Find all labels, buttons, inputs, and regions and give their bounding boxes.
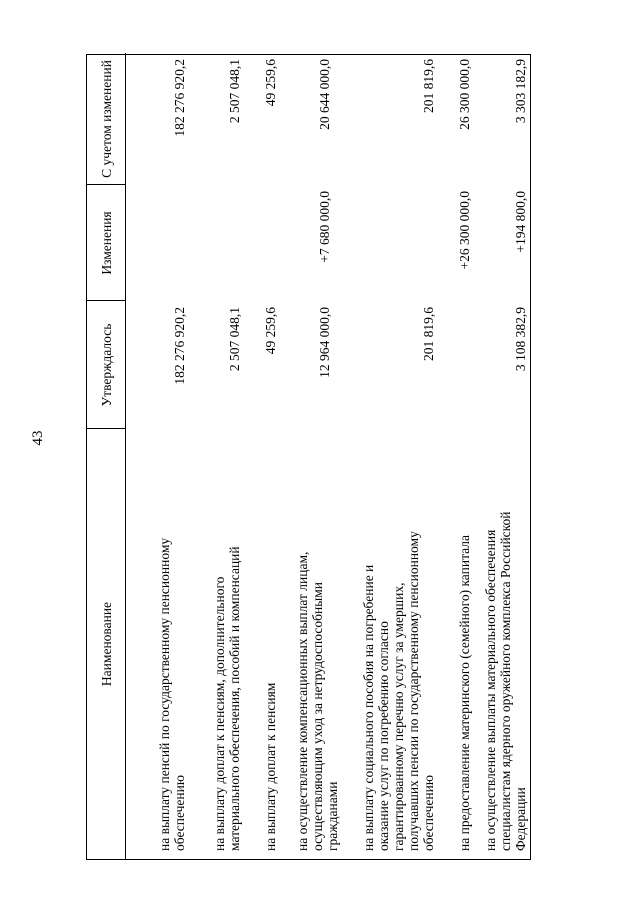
header-after-changes-label: С учетом изменений — [99, 60, 114, 178]
row-name-line: гражданами — [325, 781, 340, 851]
row-name — [263, 431, 278, 851]
row-approved: 12 964 000,0 — [317, 307, 332, 378]
header-approved-label: Утверждалось — [99, 323, 114, 407]
row-name-line: оказание услуг по погребению согласно — [376, 621, 391, 851]
header-divider — [87, 428, 126, 429]
row-name-line: на выплату доплат к пенсиям, дополнительного — [212, 576, 227, 851]
row-name — [295, 431, 340, 851]
row-approved: 3 108 382,9 — [513, 307, 528, 372]
row-name-line: на осуществление компенсационных выплат лицам, — [295, 551, 310, 851]
header-name — [87, 429, 126, 859]
row-name-line: специалистам ядерного оружейного комплекса Российской — [498, 511, 513, 851]
row-after-changes: 201 819,6 — [421, 59, 436, 113]
budget-table — [86, 54, 531, 860]
row-name-line: на осуществление выплаты материального обеспечения — [483, 529, 498, 851]
row-after-changes: 49 259,6 — [263, 59, 278, 107]
row-changes: +194 800,0 — [513, 191, 528, 253]
row-name-line: на предоставление материнского (семейного) капитала — [457, 535, 472, 851]
row-name — [361, 431, 436, 851]
row-changes: +7 680 000,0 — [317, 191, 332, 263]
row-after-changes: 3 303 182,9 — [513, 59, 528, 124]
row-after-changes: 182 276 920,2 — [172, 59, 187, 137]
row-name-line: обеспечению — [421, 775, 436, 851]
page-number: 43 — [30, 430, 46, 446]
row-after-changes: 2 507 048,1 — [227, 59, 242, 124]
row-name-line: материального обеспечения, пособий и компенсаций — [227, 546, 242, 851]
row-name-line: гарантированному перечню услуг за умерших, — [391, 582, 406, 851]
row-name — [483, 431, 528, 851]
row-changes: +26 300 000,0 — [457, 191, 472, 270]
header-name-label: Наименование — [99, 601, 114, 687]
row-name-line: осуществляющим уход за нетрудоспособными — [310, 581, 325, 851]
header-approved — [87, 301, 126, 429]
row-name-line: на выплату доплат к пенсиям — [263, 682, 278, 851]
row-after-changes: 20 644 000,0 — [317, 59, 332, 130]
row-name-line: Федерации — [513, 787, 528, 851]
header-changes-label: Изменения — [99, 211, 114, 275]
row-approved: 182 276 920,2 — [172, 307, 187, 385]
row-name-line: на выплату пенсий по государственному пенсионному — [157, 537, 172, 851]
row-after-changes: 26 300 000,0 — [457, 59, 472, 130]
row-name-line: на выплату социального пособия на погребение и — [361, 564, 376, 851]
row-name-line: получавших пенсии по государственному пенсионному — [406, 531, 421, 851]
row-name — [212, 431, 242, 851]
row-name-line: обеспечению — [172, 775, 187, 851]
header-divider — [87, 184, 126, 185]
header-after-changes — [87, 53, 126, 185]
row-name — [157, 431, 187, 851]
row-approved: 2 507 048,1 — [227, 307, 242, 372]
row-name — [457, 431, 472, 851]
header-divider — [87, 300, 126, 301]
row-approved: 201 819,6 — [421, 307, 436, 361]
header-changes — [87, 185, 126, 301]
row-approved: 49 259,6 — [263, 307, 278, 355]
